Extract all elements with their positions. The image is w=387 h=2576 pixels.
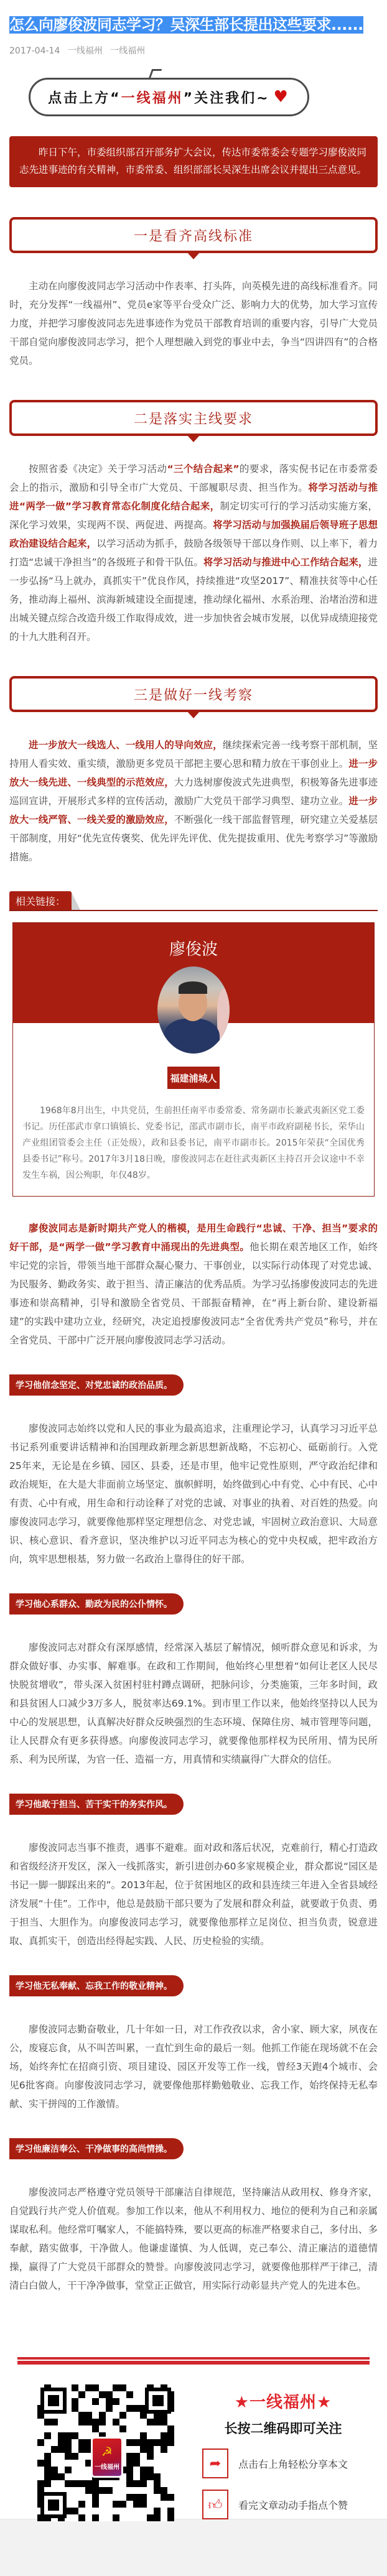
section-heading: 三是做好一线考察 — [9, 676, 378, 712]
publish-date: 2017-04-14 — [9, 46, 60, 56]
body-text: 大力选树廖俊波式先进典型，积极筹备先进事迹巡回宣讲，开展形式多样的宣传活动，激励广大党员干部学习典型、建功立业。 — [9, 777, 378, 807]
divider-line — [17, 2357, 370, 2360]
party-emblem-icon: ☭ — [101, 2444, 113, 2459]
summary-paragraph — [9, 1219, 378, 1350]
quality-heading: 学习他信念坚定、对党忠诚的政治品质。 — [9, 1374, 184, 1396]
highlighted-text: 将学习活动与推进中心工作结合起来， — [203, 557, 368, 568]
article-header — [9, 0, 378, 35]
related-links-tab: 相关链接： — [9, 891, 72, 910]
highlighted-text: 将学习活动与推进“两学一做”学习教育常态化制度化结合起来， — [9, 482, 378, 512]
highlighted-text: 进一步放大一线选人、一线用人的导向效应， — [29, 739, 223, 751]
body-text: 继续探索完善一线考察干部机制，坚持用人看实效、重实绩，激励更多党员干部把主要心思和精力放在干事创业上。 — [9, 739, 378, 769]
account-link[interactable]: 一线福州 — [110, 46, 146, 56]
body-text: 进一步弘扬“马上就办，真抓实干”优良作风，持续推进“攻坚2017”、精准扶贫等中心任务，推动海上福州、滨海新城建设全面提速，推动绿化福州、水系治理、治堵治涝和进出城关键点综合改造升级工作取得成效，进一步加快省会城市发展，以优异成绩迎接党的十九大胜利召开。 — [9, 557, 378, 642]
page-bottom — [0, 2519, 387, 2576]
body-text: 制定切实可行的学习活动实施方案，深化学习效果，实现两不误、两促进、两提高。 — [9, 501, 378, 530]
tab-shadow — [72, 892, 80, 910]
qr-logo — [91, 2437, 123, 2478]
follow-bubble — [29, 78, 309, 116]
share-action[interactable] — [202, 2449, 387, 2478]
body-text: 不断强化一线干部监督管理，研究建立关爱基层干部制度，用好“优先宣传褒奖、优先评先评优、优先提拔重用、优先考察学习”等激励措施。 — [9, 814, 378, 863]
profile-photo — [157, 966, 230, 1054]
banner-account: 一线福州 — [121, 90, 184, 106]
body-text: 以学习活动为抓手，鼓励各级领导干部以身作则、以上率下，着力打造“忠诚干净担当”的各级班子和骨干队伍。 — [9, 538, 378, 568]
quality-heading: 学习他廉洁奉公、干净做事的高尚情操。 — [9, 2138, 184, 2159]
body-text: 的要求，落实倪书记在市委常委会上的指示，激励和引导全市广大党员、干部履职尽责、担当作为。 — [9, 463, 378, 493]
body-text: 按照省委《决定》关于学习活动 — [29, 463, 167, 475]
follow-banner — [9, 65, 378, 127]
banner-prefix: 点击上方“ — [48, 90, 121, 106]
quality-paragraph: 廖俊波同志勤奋敬业，几十年如一日，对工作孜孜以求，舍小家、顾大家，夙夜在公，废寝忘食，从不叫苦叫累，一直忙到生命的最后一刻。他抓工作能在现场就不在会场，始终奔忙在招商引资、项目建设、园区开发等工作一线，曾经3天跑4个城市、会见6批客商。向廖俊波同志学习，就要像他那样勤勉敬业、忘我工作，始终保持无私奉献、实干拼闯的工作激情。 — [9, 2024, 378, 2110]
quality-paragraph: 廖俊波同志对群众有深厚感情，经常深入基层了解情况，倾听群众意见和诉求，为群众做好事、办实事、解难事。在政和工作期间，他始终心里想着“如何让老区人民尽快脱贫增收”，带头深入贫困村驻村蹲点调研，把脉问诊，分类施策，三年多时间，政和县贫困人口减少3万多人，脱贫率达69.1%。到市里工作以来，他始终坚持以人民为中心的发展思想，认真解决好群众反映强烈的生态环境、保障住房、城市管理等问题，让人民群众有更多获得感。向廖俊波同志学习，就要像他那样权为民所用、情为民所系、利为民所谋，为官一任、造福一方，用真情和实绩赢得广大群众的信任。 — [9, 1642, 378, 1765]
sections — [9, 217, 378, 866]
section-paragraph — [9, 277, 378, 370]
highlighted-text: “三个结合起来” — [167, 463, 240, 475]
qr-finder — [40, 2492, 67, 2518]
profile-bio: 1968年8月出生，中共党员，生前担任南平市委常委、常务副市长兼武夷新区党工委书记。历任邵武市拿口镇镇长、党委书记，邵武市副市长，南平市政府副秘书长，荣华山产业组团管委会主任（正处级），政和县委书记，南平市副市长。2015年荣获“全国优秀县委书记”称号。2017年3月18日晚，廖俊波同志在赶往武夷新区主持召开会议途中不幸发生车祸，因公殉职，年仅48岁。 — [22, 1106, 365, 1180]
article-title: 怎么向廖俊波同志学习？吴深生部长提出这些要求...... — [9, 16, 363, 34]
heart-icon: ♥ — [273, 88, 290, 106]
banner-suffix: ”关注我们~ — [183, 90, 270, 106]
quality-paragraph: 廖俊波同志严格遵守党员领导干部廉洁自律规范，坚持廉洁从政用权、修身齐家，自觉践行共产党人价值观。参加工作以来，他从不利用权力、地位的便利为自己和亲属谋取私利。他经常叮嘱家人，不能搞特殊，要以更高的标准严格要求自己，多付出、多奉献，踏实做事，干净做人。他谦虚谨慎、为人低调，克己奉公、清正廉洁的道德情操，赢得了广大党员干部群众的赞誉。向廖俊波同志学习，就要像他那样严于律己，清清白白做人，干干净净做事，堂堂正正做官，用实际行动彰显共产党人的先进本色。 — [9, 2187, 378, 2291]
qr-finder — [40, 2388, 67, 2414]
profile-card — [12, 922, 375, 1197]
highlighted-text: 进一步放大一线先进、一线典型的示范效应， — [9, 758, 378, 788]
share-label: 点击右上角轻松分享本文 — [238, 2458, 348, 2470]
body-text: 他长期在艰苦地区工作，始终牢记党的宗旨，带领当地干部群众凝心聚力、干事创业，以实际行动体现了对党忠诚、为民服务、勤政务实、敢于担当、清正廉洁的优秀品质。为学习弘扬廖俊波同志的先进事迹和崇高精神，引导和激励全省党员、干部振奋精神，在“再上新台阶、建设新福建”的实践中建功立业，经研究，决定追授廖俊波同志“全省优秀共产党员”称号，并在全省党员、干部中广泛开展向廖俊波同志学习活动。 — [9, 1241, 378, 1346]
brand-name: ★一线福州★ — [234, 2393, 332, 2412]
highlighted-text: 进一步放大一线严管、一线关爱的激励效应， — [9, 795, 378, 825]
section-heading: 二是落实主线要求 — [9, 400, 378, 436]
quality-heading: 学习他无私奉献、忘我工作的敬业精神。 — [9, 1975, 184, 1996]
profile-origin-badge: 福建浦城人 — [167, 1067, 220, 1089]
like-action[interactable] — [202, 2490, 387, 2519]
intro-box: 昨日下午，市委组织部召开部务扩大会议，传达市委常委会专题学习廖俊波同志先进事迹的有关精神，市委常委、组织部部长吴深生出席会议并提出三点意见。 — [9, 136, 378, 187]
share-icon: ➦ — [202, 2449, 228, 2478]
profile-name: 廖俊波 — [13, 923, 374, 1023]
qr-footer — [9, 2332, 378, 2519]
qr-finder — [145, 2388, 171, 2414]
like-label: 看完文章动动手指点个赞 — [238, 2499, 348, 2511]
quality-paragraph: 廖俊波同志当事不推责，遇事不避难。面对政和落后状况，克难前行，精心打造政和省级经济开发区，深入一线抓落实，新引进创办60多家规模企业，群众都说“园区是书记一脚一脚踩出来的”。2013年起，位于贫困地区的政和县连续三年进入全省县域经济发展“十佳”。工作中，他总是鼓励干部只要为了发展和群众利益，就要敢于负责、勇于担当、大胆作为。向廖俊波同志学习，就要像他那样立足岗位、担当负责，锐意进取、真抓实干，创造出经得起实践、人民、历史检验的实绩。 — [9, 1842, 378, 1947]
follow-hint: 长按二维码即可关注 — [224, 2421, 342, 2436]
qr-logo-label: 一线福州 — [95, 2464, 119, 2471]
author-name: 一线福州 — [67, 46, 103, 56]
article-meta — [9, 44, 378, 58]
quality-heading: 学习他心系群众、勤政为民的公仆情怀。 — [9, 1593, 184, 1615]
qualities-list — [9, 1374, 378, 2295]
body-text: 主动在向廖俊波同志学习活动中作表率、打头阵，向英模先进的高线标准看齐。同时，充分发挥“一线福州”、党员e家等平台受众广泛、影响力大的优势，加大学习宣传力度，并把学习廖俊波同志先进事迹作为党员干部教育培训的重要内容，引导广大党员干部自觉向廖俊波同志学习，把个人理想融入到党的事业中去，争当“四讲四有”的合格党员。 — [9, 280, 378, 366]
section-heading: 一是看齐高线标准 — [9, 217, 378, 253]
quality-paragraph: 廖俊波同志始终以党和人民的事业为最高追求，注重理论学习，认真学习习近平总书记系列重要讲话精神和治国理政新理念新思想新战略，不忘初心、砥砺前行。入党25年来，无论是在乡镇、园区、县委，还是市里，他牢记党性原则，严守政治纪律和政治规矩，在大是大非面前立场坚定、旗帜鲜明，始终做到心中有党、心中有民、心中有责、心中有戒，用生命和行动诠释了对党的忠诚、对事业的执着、对百姓的热爱。向廖俊波同志学习，就要像他那样坚定理想信念、对党忠诚，牢固树立政治意识、大局意识、核心意识、看齐意识，坚决维护以习近平同志为核心的党中央权威，把牢政治方向，筑牢思想根基，努力做一名政治上靠得住的好干部。 — [9, 1423, 378, 1565]
thumbs-up-icon: 👍︎ — [202, 2490, 228, 2519]
highlighted-text: 将学习活动与加强换届后领导班子思想政治建设结合起来， — [9, 519, 378, 549]
section-paragraph — [9, 736, 378, 866]
related-links-header — [9, 891, 378, 911]
follow-info — [202, 2384, 387, 2519]
divider-line — [17, 2361, 370, 2365]
highlighted-text: 廖俊波同志是新时期共产党人的楷模，是用生命践行“忠诚、干净、担当”要求的好干部，是“两学一做”学习教育中涌现出的先进典型。 — [9, 1223, 378, 1253]
section-paragraph — [9, 460, 378, 646]
quality-heading: 学习他敢于担当、苦干实干的务实作风。 — [9, 1794, 184, 1815]
